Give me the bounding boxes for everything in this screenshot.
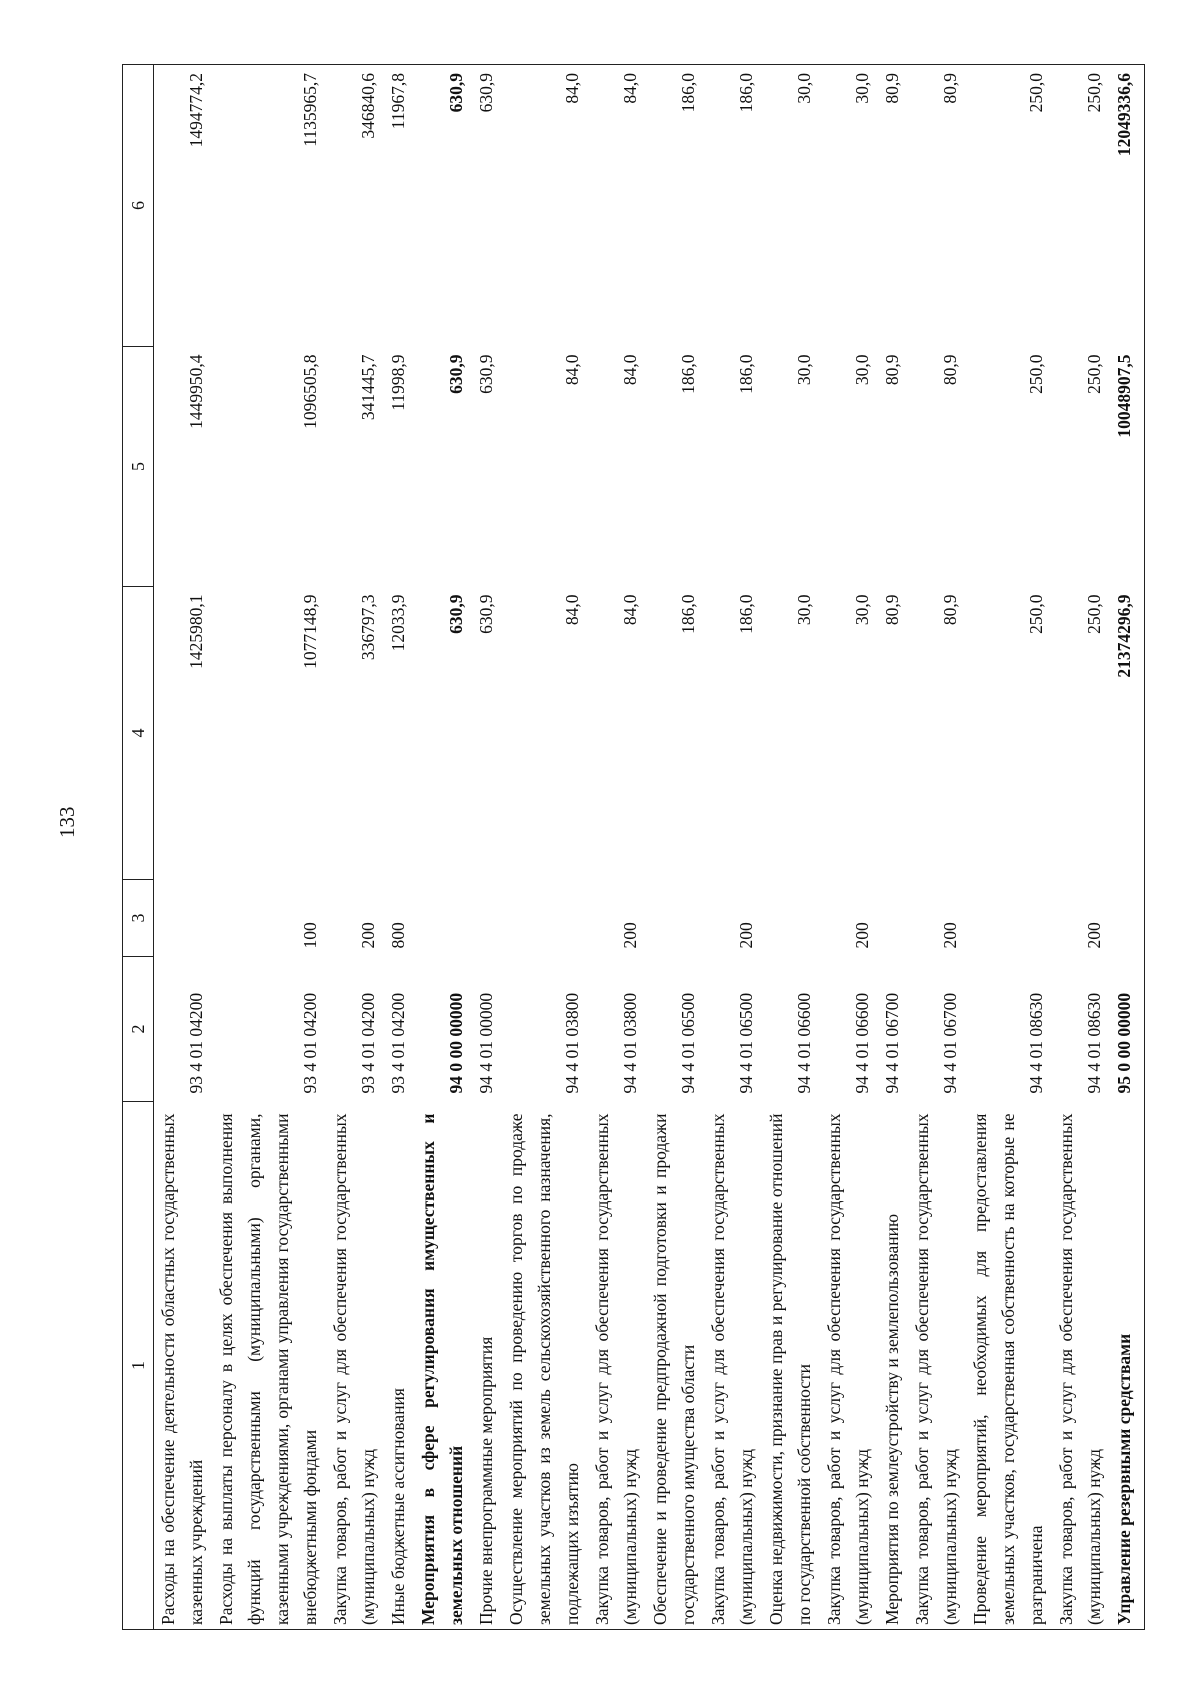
row-value-6: 80,9 [908, 65, 966, 347]
row-code: 94 4 01 08630 [1026, 992, 1046, 1094]
row-type: 200 [1084, 922, 1104, 949]
row-code: 94 4 01 06700 [940, 992, 960, 1094]
row-value-5: 186,0 [678, 354, 698, 394]
row-name: Закупка товаров, работ и услуг для обеспечения государственных (муниципальных) нужд [326, 1102, 384, 1630]
row-name: Управление резервными средствами [1110, 1102, 1145, 1630]
row-value-5: 30,0 [852, 354, 872, 386]
row-value-4: 1077148,9 [300, 594, 320, 669]
row-name: Мероприятия в сфере регулирования имущественных и земельных отношений [414, 1102, 472, 1630]
row-name: Осуществление мероприятий по проведению торгов по продаже земельных участков из земель сельскохозяйственного назначения, подлежащих изъятию [502, 1102, 588, 1630]
row-name: Закупка товаров, работ и услуг для обеспечения государственных (муниципальных) нужд [704, 1102, 762, 1630]
row-type [472, 880, 502, 957]
row-value-6: 1135965,7 [212, 65, 326, 347]
row-value-6: 250,0 [1052, 65, 1110, 347]
row-name: Закупка товаров, работ и услуг для обеспечения государственных (муниципальных) нужд [908, 1102, 966, 1630]
row-value-4: 30,0 [794, 594, 814, 626]
row-value-6: 12049336,6 [1110, 65, 1145, 347]
column-header-2: 2 [123, 957, 154, 1102]
row-code: 94 4 01 03800 [562, 992, 582, 1094]
row-value-5: 630,9 [476, 354, 496, 394]
row-value-5: 80,9 [940, 354, 960, 386]
row-value-6: 84,0 [502, 65, 588, 347]
row-code: 94 0 00 00000 [446, 992, 466, 1094]
row-name: Расходы на обеспечение деятельности областных государственных казенных учреждений [154, 1102, 213, 1630]
column-header-4: 4 [123, 587, 154, 880]
row-value-6: 346840,6 [326, 65, 384, 347]
row-value-4: 630,9 [446, 594, 466, 634]
row-value-6: 186,0 [646, 65, 704, 347]
row-value-6: 30,0 [820, 65, 878, 347]
row-value-5: 11998,9 [388, 354, 408, 411]
row-code: 93 4 01 04200 [186, 992, 206, 1094]
row-type [1110, 880, 1145, 957]
row-code: 94 4 01 06600 [794, 992, 814, 1094]
budget-table-container [122, 65, 1200, 1630]
row-value-6: 30,0 [762, 65, 820, 347]
row-value-4: 630,9 [476, 594, 496, 634]
row-type: 200 [852, 922, 872, 949]
row-code: 94 4 01 08630 [1084, 992, 1104, 1094]
row-type [966, 880, 1052, 957]
column-header-5: 5 [123, 347, 154, 587]
table-row [212, 65, 326, 1630]
row-name: Закупка товаров, работ и услуг для обеспечения государственных (муниципальных) нужд [820, 1102, 878, 1630]
table-row [384, 65, 414, 1630]
row-value-6: 630,9 [414, 65, 472, 347]
table-row [472, 65, 502, 1630]
table-row [646, 65, 704, 1630]
row-value-5: 630,9 [446, 354, 466, 394]
row-name: Оценка недвижимости, признание прав и регулирование отношений по государственной собственности [762, 1102, 820, 1630]
row-value-5: 250,0 [1026, 354, 1046, 394]
table-header-row [123, 65, 154, 1630]
table-row [704, 65, 762, 1630]
row-value-4: 336797,3 [358, 594, 378, 661]
row-name: Закупка товаров, работ и услуг для обеспечения государственных (муниципальных) нужд [588, 1102, 646, 1630]
row-type [762, 880, 820, 957]
page-number: 133 [55, 806, 79, 838]
table-row [878, 65, 908, 1630]
row-value-4: 12033,9 [388, 594, 408, 652]
row-value-6: 80,9 [878, 65, 908, 347]
row-value-6: 11967,8 [384, 65, 414, 347]
budget-table [122, 64, 1145, 1630]
table-row [588, 65, 646, 1630]
row-type [878, 880, 908, 957]
row-value-6: 186,0 [704, 65, 762, 347]
row-type: 800 [388, 922, 408, 949]
row-code: 93 4 01 04200 [300, 992, 320, 1094]
row-value-4: 1425980,1 [186, 594, 206, 669]
row-value-4: 80,9 [882, 594, 902, 626]
table-row [414, 65, 472, 1630]
column-header-1: 1 [123, 1102, 154, 1630]
row-code: 94 4 01 06600 [852, 992, 872, 1094]
row-type: 200 [940, 922, 960, 949]
row-value-5: 186,0 [736, 354, 756, 394]
table-row [326, 65, 384, 1630]
column-header-6: 6 [123, 65, 154, 347]
row-value-4: 186,0 [736, 594, 756, 634]
row-value-4: 250,0 [1084, 594, 1104, 634]
row-type: 200 [358, 922, 378, 949]
table-row [502, 65, 588, 1630]
row-type: 200 [620, 922, 640, 949]
row-name: Иные бюджетные ассигнования [384, 1102, 414, 1630]
row-value-4: 80,9 [940, 594, 960, 626]
table-row [908, 65, 966, 1630]
row-name: Проведение мероприятий, необходимых для предоставления земельных участков, государственная собственность на которые не разграничена [966, 1102, 1052, 1630]
table-row [1052, 65, 1110, 1630]
row-type [414, 880, 472, 957]
row-code: 94 4 01 03800 [620, 992, 640, 1094]
row-value-5: 1096505,8 [300, 354, 320, 429]
column-header-3: 3 [123, 880, 154, 957]
row-value-4: 84,0 [562, 594, 582, 626]
row-code: 93 4 01 04200 [358, 992, 378, 1094]
row-code: 95 0 00 00000 [1110, 957, 1145, 1102]
table-row [154, 65, 213, 1630]
row-name: Расходы на выплаты персоналу в целях обеспечения выполнения функций государственными (муниципальными) органами, казенными учреждениями, органами управления государственными внебюджетными фондами [212, 1102, 326, 1630]
row-value-5: 10048907,5 [1110, 347, 1145, 587]
row-value-4: 186,0 [678, 594, 698, 634]
row-code: 94 4 01 06500 [678, 992, 698, 1094]
row-value-5: 1449950,4 [186, 354, 206, 429]
row-name: Обеспечение и проведение предпродажной подготовки и продажи государственного имущества области [646, 1102, 704, 1630]
row-value-6: 1494774,2 [154, 65, 213, 347]
row-value-5: 30,0 [794, 354, 814, 386]
row-value-6: 250,0 [966, 65, 1052, 347]
table-body [154, 65, 1145, 1630]
row-type: 100 [300, 922, 320, 949]
row-code: 93 4 01 04200 [388, 992, 408, 1094]
row-code: 94 4 01 06500 [736, 992, 756, 1094]
row-value-4: 84,0 [620, 594, 640, 626]
row-value-6: 84,0 [588, 65, 646, 347]
row-name: Мероприятия по землеустройству и землепользованию [878, 1102, 908, 1630]
row-name: Прочие внепрограммные мероприятия [472, 1102, 502, 1630]
row-value-4: 21374296,9 [1110, 587, 1145, 880]
row-type [154, 880, 213, 957]
row-code: 94 4 01 00000 [476, 992, 496, 1094]
row-code: 94 4 01 06700 [882, 992, 902, 1094]
row-type [646, 880, 704, 957]
table-row [1110, 65, 1145, 1630]
table-row [966, 65, 1052, 1630]
row-value-5: 80,9 [882, 354, 902, 386]
row-name: Закупка товаров, работ и услуг для обеспечения государственных (муниципальных) нужд [1052, 1102, 1110, 1630]
row-value-5: 84,0 [620, 354, 640, 386]
row-value-5: 84,0 [562, 354, 582, 386]
row-value-4: 250,0 [1026, 594, 1046, 634]
row-value-4: 30,0 [852, 594, 872, 626]
row-value-5: 250,0 [1084, 354, 1104, 394]
row-type: 200 [736, 922, 756, 949]
row-value-6: 630,9 [472, 65, 502, 347]
table-row [762, 65, 820, 1630]
row-type [502, 880, 588, 957]
row-value-5: 341445,7 [358, 354, 378, 421]
table-row [820, 65, 878, 1630]
